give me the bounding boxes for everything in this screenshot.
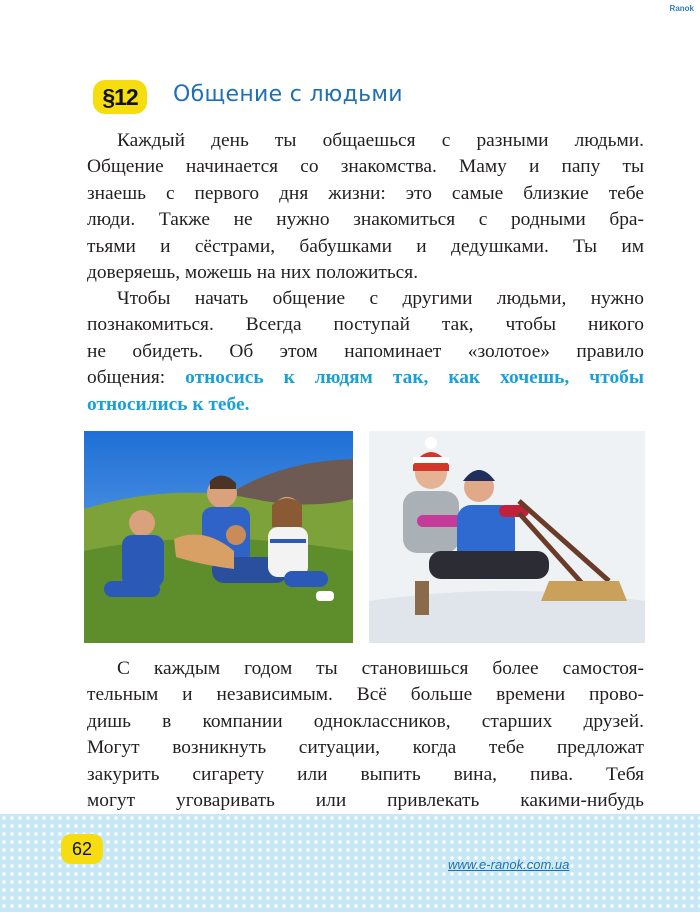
text-line: дишь в компании одноклассников, старших друзей. [87,710,644,732]
section-title: Общение с людьми [173,82,403,107]
text-line: знаешь с первого дня жизни: это самые близкие тебе [87,182,644,204]
golden-rule-highlight-end: относились к тебе. [87,393,250,415]
paragraph-golden-rule [87,286,644,418]
text-line: могут уговаривать или привлекать какими-нибудь [87,790,644,812]
paragraph-independence [87,656,644,814]
text-line: Общение начинается со знакомства. Маму и папу ты [87,156,644,178]
children-with-dog-photo [84,431,353,643]
text-line: закурить сигарету или выпить вина, пива. Тебя [87,763,644,785]
golden-rule-highlight: относись к людям так, как хочешь, чтобы [185,367,644,389]
text-line [87,365,644,391]
footer-dotted-band [0,814,700,912]
text-line: Каждый день ты общаешься с разными людьми. [117,130,644,151]
text-line: тельным и независимым. Всё больше времени прово- [87,684,644,706]
text-line: Чтобы начать общение с другими людьми, нужно [117,288,644,309]
section-number-badge: §12 [93,80,147,114]
publisher-logo: Ranok [669,4,694,13]
text-line: С каждым годом ты становишься более самостоя- [117,658,644,679]
publisher-website-link[interactable]: www.e-ranok.com.ua [448,857,570,872]
children-sledding-photo [369,431,645,643]
text-line: познакомиться. Всегда поступай так, чтобы никого [87,314,644,336]
text-line: доверяешь, можешь на них положиться. [87,262,419,284]
page-number-badge: 62 [61,834,103,864]
text-line-prefix: общения: [87,367,186,389]
text-line: Могут возникнуть ситуации, когда тебе предложат [87,737,644,759]
text-line: не обидеть. Об этом напоминает «золотое» правило [87,340,644,362]
paragraph-intro [87,128,644,286]
text-line: люди. Также не нужно знакомиться с родными бра- [87,209,644,231]
text-line: тьями и сёстрами, бабушками и дедушками. Ты им [87,235,644,257]
